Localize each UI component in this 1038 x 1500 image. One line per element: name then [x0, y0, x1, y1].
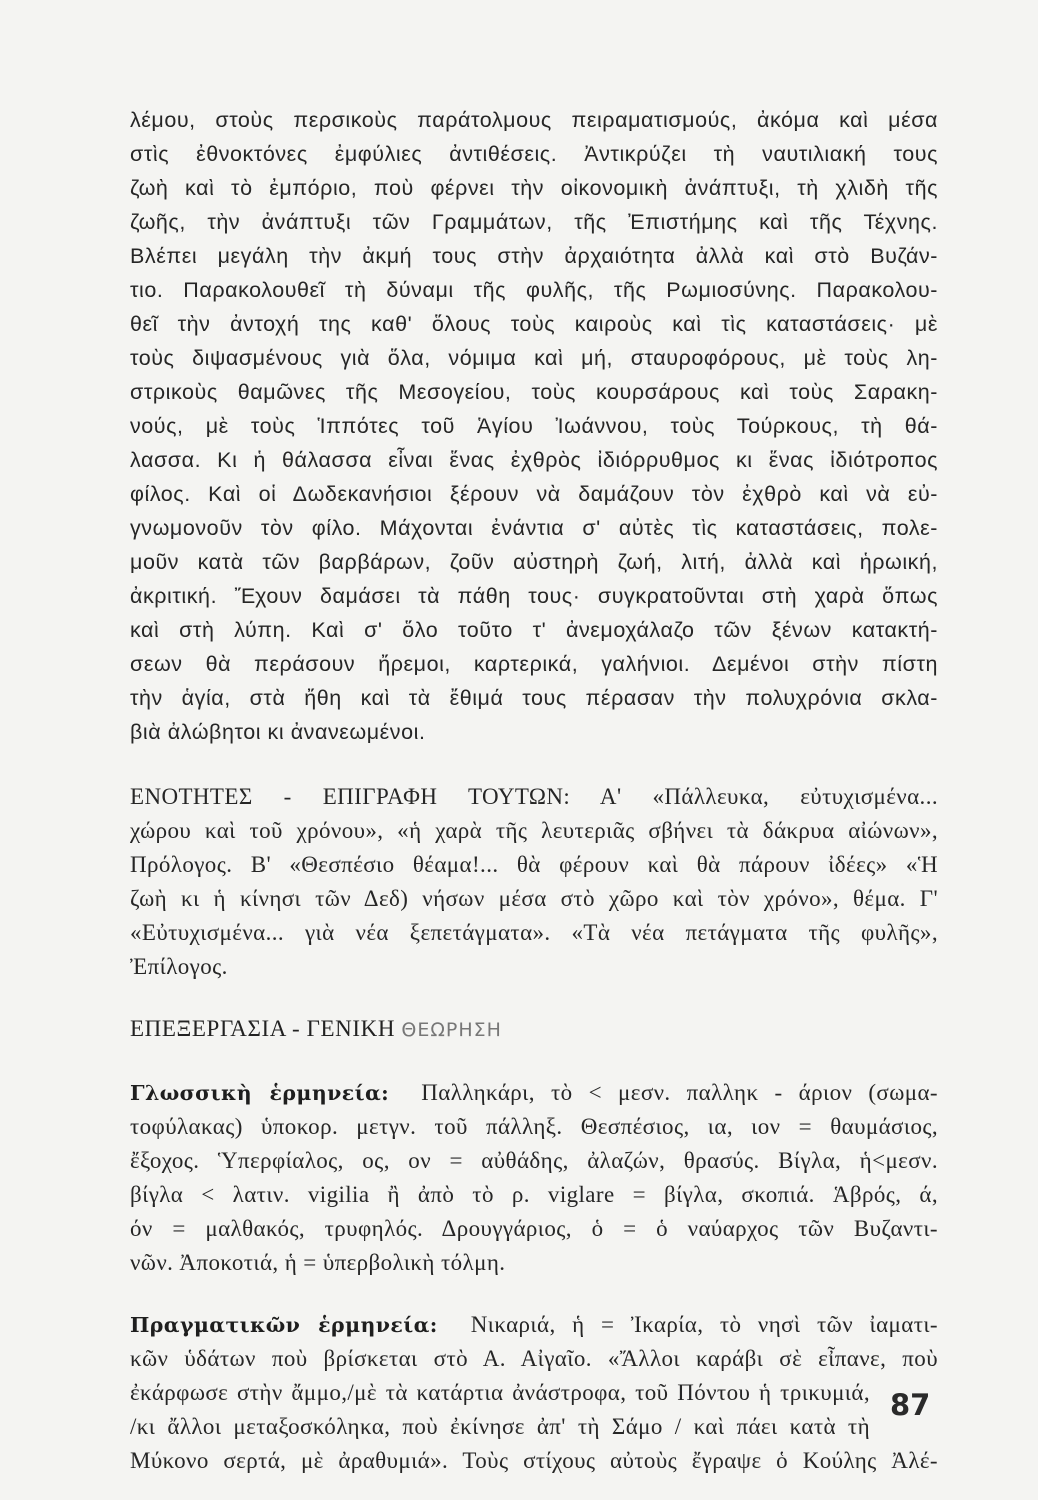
body-line: σεων θὰ περάσουν ἤρεμοι, καρτερικά, γαλήνιοι. Δεμένοι στὴν πίστη	[130, 652, 938, 676]
body-line: Βλέπει μεγάλη τὴν ἀκμή τους στὴν ἀρχαιότητα ἀλλὰ καὶ στὸ Βυζάν-	[130, 244, 938, 268]
glossary-term: Γλωσσικὴ ἑρμηνεία:	[130, 1081, 390, 1105]
glossary-line: τοφύλακας) ὑποκορ. μετγν. τοῦ πάλληξ. Θεσπέσιος, ια, ιον = θαυμάσιος,	[130, 1114, 938, 1139]
units-line: χώρου καὶ τοῦ χρόνου», «ἡ χαρὰ τῆς λευτεριᾶς σβήνει τὰ δάκρυα αἰώνων»,	[130, 818, 938, 843]
glossary-first-text: Παλληκάρι, τὸ < μεσν. παλληκ - άριον (σωμα-	[421, 1080, 938, 1105]
body-line: στρικοὺς θαμῶνες τῆς Μεσογείου, τοὺς κουρσάρους καὶ τοὺς Σαρακη-	[130, 380, 938, 404]
body-line: μοῦν κατὰ τῶν βαρβάρων, ζοῦν αὐστηρὴ ζωή, λιτή, ἀλλὰ καὶ ἡρωική,	[130, 550, 938, 574]
glossary-line: ἔξοχος. Ὑπερφίαλος, ος, ον = αὐθάδης, ἀλαζών, θρασύς. Βίγλα, ἡ<μεσν.	[130, 1148, 938, 1173]
body-line: λέμου, στοὺς περσικοὺς παράτολμους πειραματισμούς, ἀκόμα καὶ μέσα	[130, 108, 938, 132]
section-heading-faint: ΘΕΩΡΗΣΗ	[401, 1019, 502, 1041]
units-line: Πρόλογος. Β' «Θεσπέσιο θέαμα!... θὰ φέρουν καὶ θὰ πάρουν ἰδέες» «Ἡ	[130, 852, 938, 877]
body-line: βιὰ ἀλώβητοι κι ἀνανεωμένοι.	[130, 720, 426, 744]
factual-line: ἐκάρφωσε στὴν ἄμμο,/μὲ τὰ κατάρτια ἀνάστροφα, τοῦ Πόντου ἡ τρικυμιά,	[130, 1380, 870, 1405]
units-line: Ἐπίλογος.	[130, 954, 228, 979]
units-line: «Εὐτυχισμένα... γιὰ νέα ξεπετάγματα». «Τὰ νέα πετάγματα τῆς φυλῆς»,	[130, 920, 938, 945]
factual-line: κῶν ὑδάτων ποὺ βρίσκεται στὸ Α. Αἰγαῖο. «Ἄλλοι καράβι σὲ εἶπανε, ποὺ	[130, 1346, 938, 1371]
body-line: λασσα. Κι ἡ θάλασσα εἶναι ἕνας ἐχθρὸς ἰδιόρρυθμος κι ἕνας ἰδιότροπος	[130, 448, 938, 472]
factual-line: Μύκονο σερτά, μὲ ἀραθυμιά». Τοὺς στίχους αὐτοὺς ἔγραψε ὁ Κούλης Ἀλέ-	[130, 1448, 938, 1473]
body-line: καὶ στὴ λύπη. Καὶ σ' ὅλο τοῦτο τ' ἀνεμοχάλαζο τῶν ξένων κατακτή-	[130, 618, 938, 642]
glossary-line: βίγλα < λατιν. vigilia ἢ ἀπὸ τὸ ρ. viglare = βίγλα, σκοπιά. Ἁβρός, ά,	[130, 1182, 938, 1207]
factual-line: /κι ἄλλοι μεταξοσκόληκα, ποὺ ἐκίνησε ἀπ' τὴ Σάμο / καὶ πάει κατὰ τὴ	[130, 1414, 870, 1439]
units-line: ζωὴ κι ἡ κίνησι τῶν Δεδ) νήσων μέσα στὸ χῶρο καὶ τὸν χρόνο», θέμα. Γ'	[130, 886, 938, 911]
body-line: τοὺς διψασμένους γιὰ ὅλα, νόμιμα καὶ μή, σταυροφόρους, μὲ τοὺς λη-	[130, 346, 938, 370]
glossary-line: όν = μαλθακός, τρυφηλός. Δρουγγάριος, ὁ = ὁ ναύαρχος τῶν Βυζαντι-	[130, 1216, 938, 1241]
section-heading	[130, 1016, 502, 1042]
body-line: στὶς ἐθνοκτόνες ἐμφύλιες ἀντιθέσεις. Ἀντικρύζει τὴ ναυτιλιακή τους	[130, 142, 938, 166]
body-line: νούς, μὲ τοὺς Ἱππότες τοῦ Ἁγίου Ἰωάννου, τοὺς Τούρκους, τὴ θά-	[130, 414, 938, 438]
glossary-line: νῶν. Ἀποκοτιά, ἡ = ὑπερβολικὴ τόλμη.	[130, 1250, 506, 1275]
section-heading-main: ΕΠΕΞΕΡΓΑΣΙΑ - ΓΕΝΙΚΗ	[130, 1016, 402, 1041]
page-number: 87	[890, 1388, 931, 1422]
body-line: τὴν ἁγία, στὰ ἤθη καὶ τὰ ἔθιμά τους πέρασαν τὴν πολυχρόνια σκλα-	[130, 686, 938, 710]
units-line: ΕΝΟΤΗΤΕΣ - ΕΠΙΓΡΑΦΗ ΤΟΥΤΩΝ: Α' «Πάλλευκα, εὐτυχισμένα...	[130, 784, 938, 809]
body-line: ζωῆς, τὴν ἀνάπτυξι τῶν Γραμμάτων, τῆς Ἐπιστήμης καὶ τῆς Τέχνης.	[130, 210, 938, 234]
factual-first-text: Νικαριά, ἡ = Ἰκαρία, τὸ νησὶ τῶν ἰαματι-	[470, 1312, 938, 1337]
body-line: ζωὴ καὶ τὸ ἐμπόριο, ποὺ φέρνει τὴν οἰκονομικὴ ἀνάπτυξι, τὴ χλιδὴ τῆς	[130, 176, 938, 200]
factual-first-line	[130, 1312, 938, 1338]
body-line: ἀκριτική. Ἔχουν δαμάσει τὰ πάθη τους· συγκρατοῦνται στὴ χαρὰ ὅπως	[130, 584, 938, 608]
body-line: τιο. Παρακολουθεῖ τὴ δύναμι τῆς φυλῆς, τῆς Ρωμιοσύνης. Παρακολου-	[130, 278, 938, 302]
body-line: γνωμονοῦν τὸν φίλο. Μάχονται ἐνάντια σ' αὐτὲς τὶς καταστάσεις, πολε-	[130, 516, 938, 540]
body-line: θεῖ τὴν ἀντοχή της καθ' ὅλους τοὺς καιροὺς καὶ τὶς καταστάσεις· μὲ	[130, 312, 938, 336]
factual-term: Πραγματικῶν ἑρμηνεία:	[130, 1313, 438, 1337]
glossary-first-line	[130, 1080, 938, 1106]
body-line: φίλος. Καὶ οἱ Δωδεκανήσιοι ξέρουν νὰ δαμάζουν τὸν ἐχθρὸ καὶ νὰ εὐ-	[130, 482, 938, 506]
